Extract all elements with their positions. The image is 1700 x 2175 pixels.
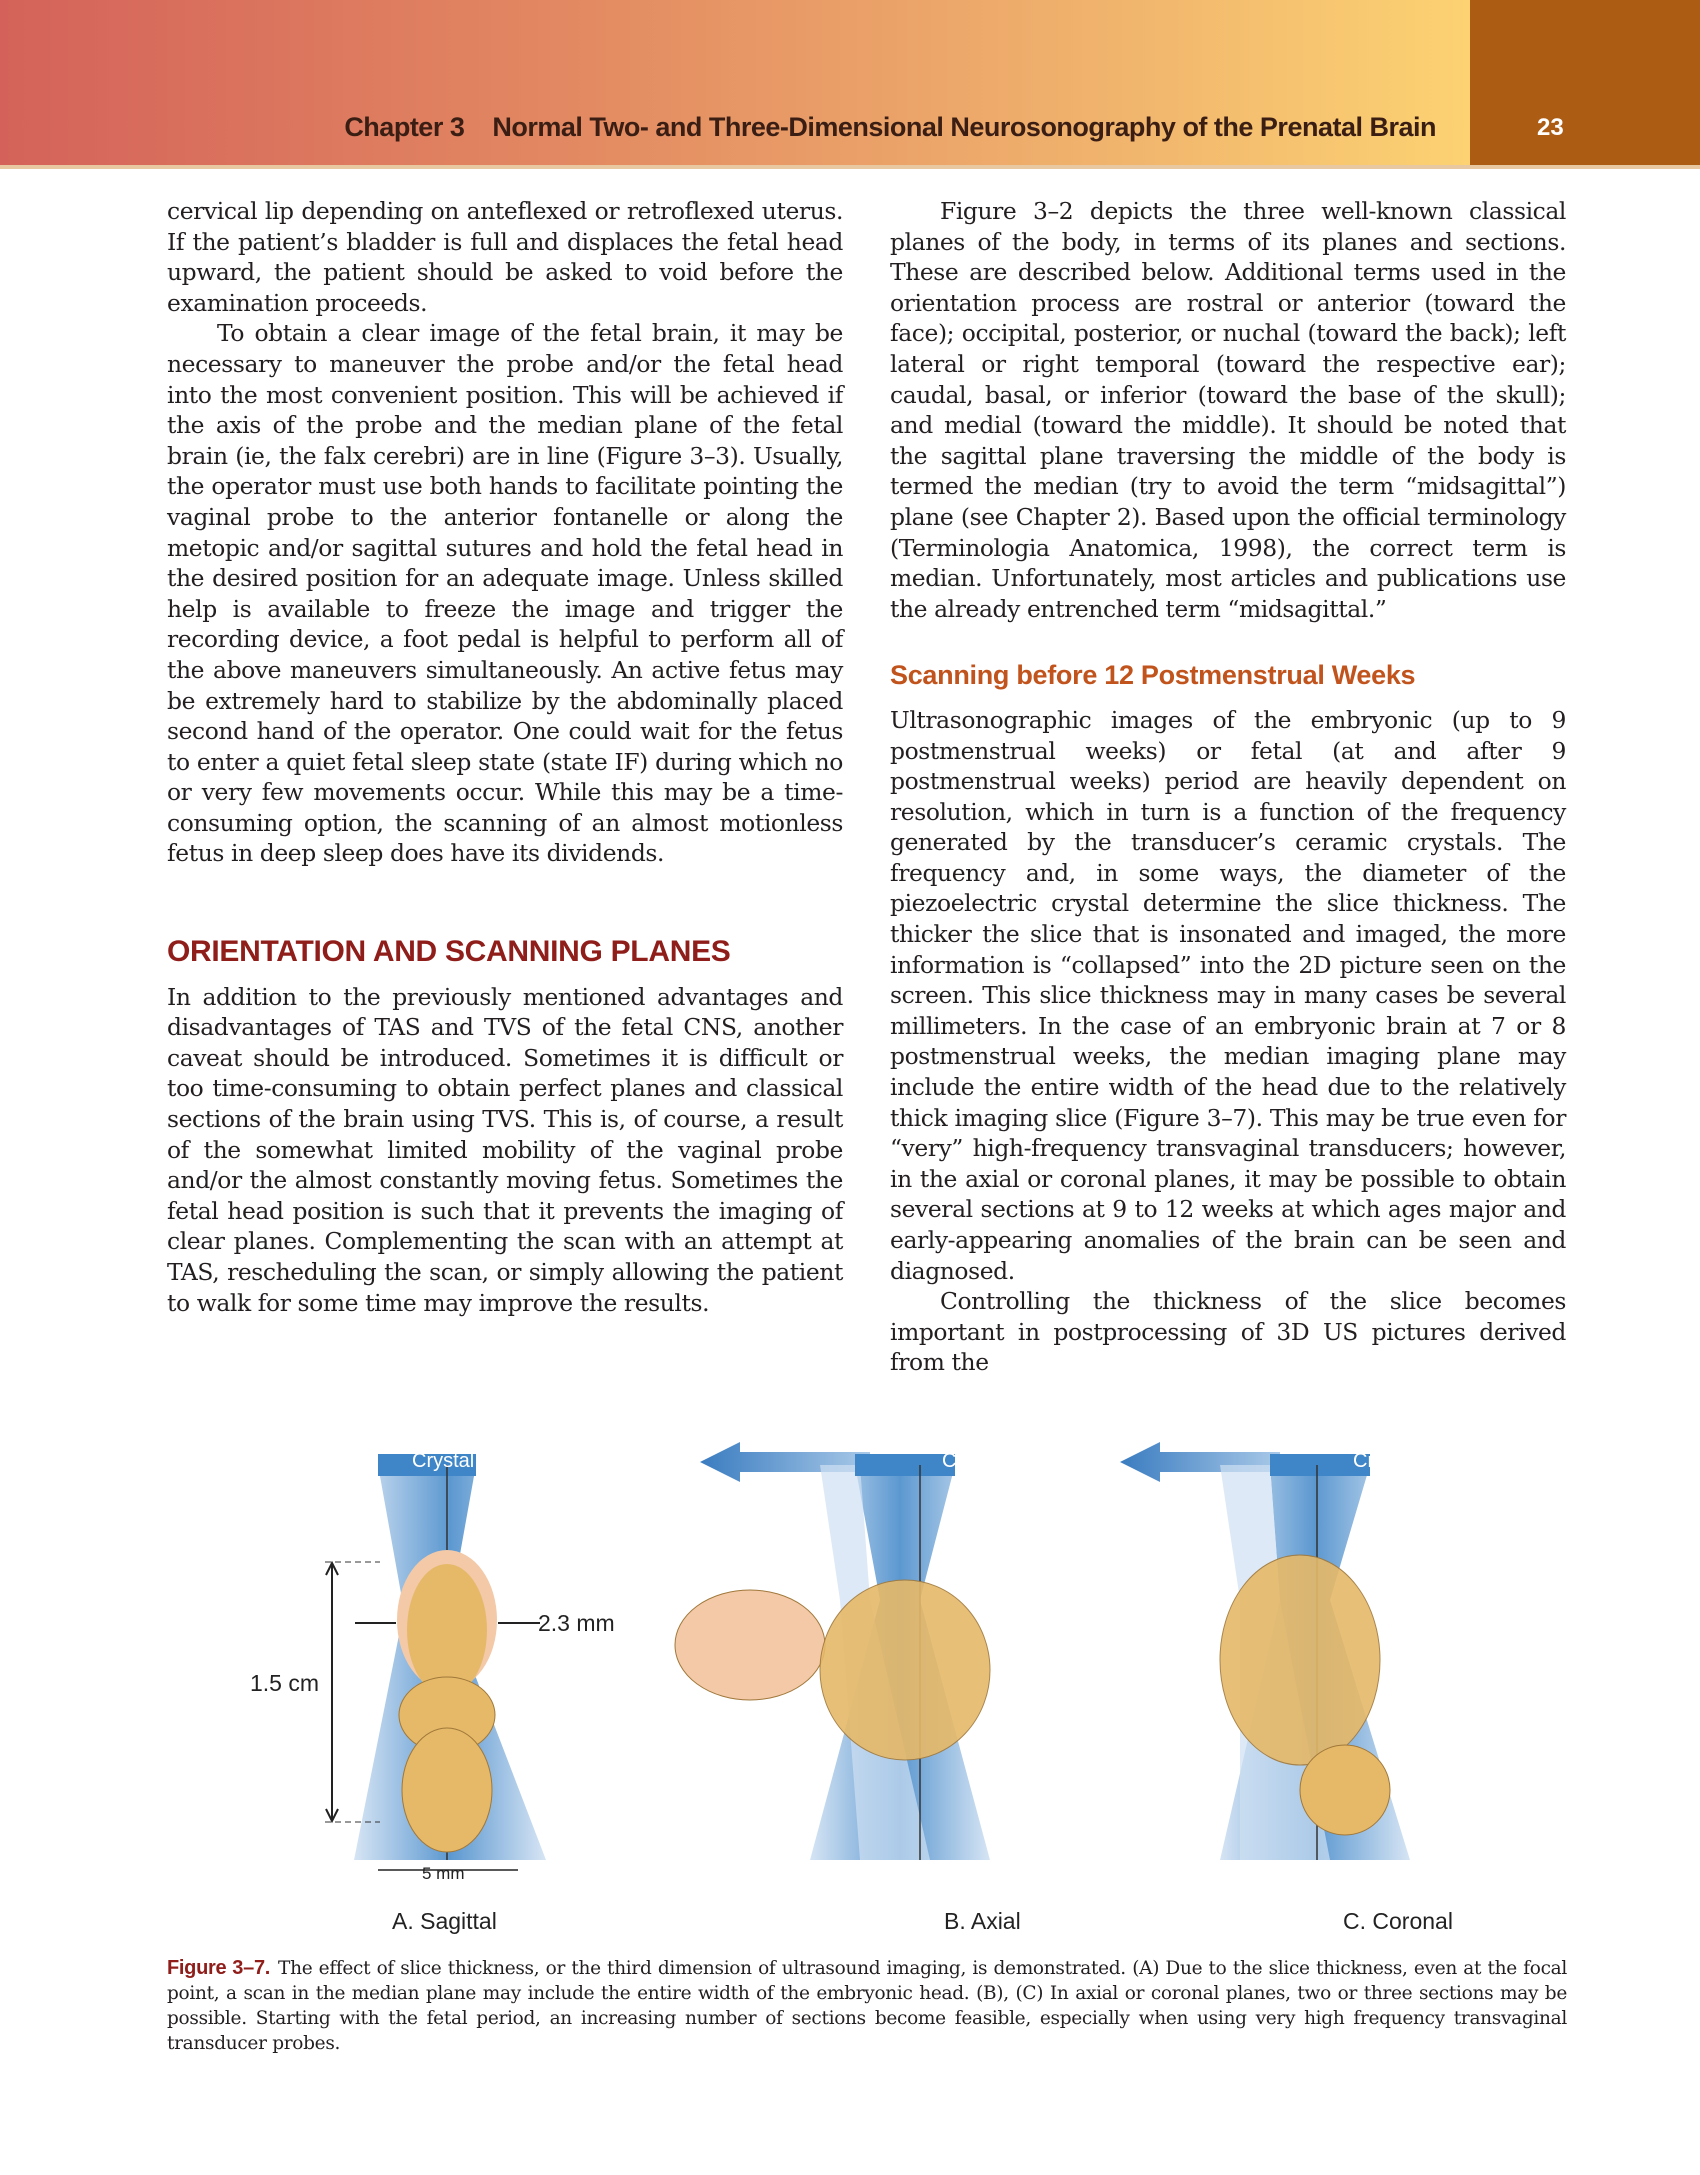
running-head: [344, 112, 1436, 143]
chapter-title: Normal Two- and Three-Dimensional Neurosonography of the Prenatal Brain: [492, 112, 1436, 142]
page-number-box: [1470, 0, 1700, 165]
section-heading: ORIENTATION AND SCANNING PLANES: [167, 935, 731, 969]
panel-b-label: B. Axial: [944, 1908, 1021, 1934]
panel-a-sagittal: [325, 1454, 546, 1870]
paragraph: In addition to the previously mentioned advantages and disadvantages of TAS and TVS of the fetal CNS, another caveat should be introduced. Sometimes it is difficult or too time-consuming to obtain perfect planes and classical sections of the brain using TVS. This is, of course, a result of the somewhat limited mobility of the vaginal probe and/or the almost constantly moving fetus. Sometimes the fetal head position is such that it prevents the imaging of clear planes. Complementing the scan with an attempt at TAS, rescheduling the scan, or simply allowing the patient to walk for some time may improve the results.: [167, 982, 843, 1317]
right-column: [890, 196, 1566, 1378]
chapter-number: Chapter 3: [344, 112, 465, 142]
paragraph: Controlling the thickness of the slice becomes important in postprocessing of 3D US pictures derived from the: [890, 1287, 1566, 1377]
left-column: [167, 196, 843, 1318]
base-dimension: 5 mm: [422, 1864, 465, 1883]
panel-c-coronal: [1120, 1442, 1410, 1860]
paragraph: To obtain a clear image of the fetal brain, it may be necessary to maneuver the probe and/or the fetal head into the most convenient position. This will be achieved if the axis of the probe and the median plane of the fetal brain (ie, the falx cerebri) are in line (Figure 3–3). Usually, the operator must use both hands to facilitate pointing the vaginal probe to the anterior fontanelle or along the metopic and/or sagittal sutures and hold the fetal head in the desired position for an adequate image. Unless skilled help is available to freeze the image and trigger the recording device, a foot pedal is helpful to perform all of the above maneuvers simultaneously. An active fetus may be extremely hard to stabilize by the abdominally placed second hand of the operator. One could wait for the fetus to enter a quiet fetal sleep state (state IF) during which no or very few movements occur. While this may be a time-consuming option, the scanning of an almost motionless fetus in deep sleep does have its dividends.: [167, 319, 843, 868]
caption-text: The effect of slice thickness, or the third dimension of ultrasound imaging, is demonstrated. (A) Due to the slice thickness, even at the focal point, a scan in the median plane may include the entire width of the embryonic head. (B), (C) In axial or coronal planes, two or three sections may be possible. Starting with the fetal period, an increasing number of sections become feasible, especially when using very high frequency transvaginal transducer probes.: [167, 1958, 1567, 2054]
height-dimension: 1.5 cm: [250, 1670, 320, 1696]
crystal-label-a: Crystal: [412, 1450, 475, 1472]
crystal-label-b: Crystal: [942, 1450, 1005, 1472]
width-dimension: 2.3 mm: [538, 1610, 615, 1636]
paragraph: cervical lip depending on anteflexed or retroflexed uterus. If the patient’s bladder is full and displaces the fetal head upward, the patient should be asked to void before the examination proceeds.: [167, 197, 843, 317]
panel-a-label: A. Sagittal: [392, 1908, 497, 1934]
figure-3-7: [160, 1370, 1580, 1940]
crystal-label-c: Crystal: [1353, 1450, 1416, 1472]
panel-c-label: C. Coronal: [1343, 1908, 1453, 1934]
caption-label: Figure 3–7.: [167, 1957, 271, 1979]
subsection-heading: Scanning before 12 Postmenstrual Weeks: [890, 660, 1416, 691]
paragraph: Ultrasonographic images of the embryonic (up to 9 postmenstrual weeks) or fetal (at and after 9 postmenstrual weeks) period are heavily dependent on resolution, which in turn is a function of the frequency generated by the transducer’s ceramic crystals. The frequency and, in some ways, the diameter of the piezoelectric crystal determine the slice thickness. The thicker the slice that is insonated and imaged, the more information is “collapsed” into the 2D picture seen on the screen. This slice thickness may in many cases be several millimeters. In the case of an embryonic brain at 7 or 8 postmenstrual weeks, the median imaging plane may include the entire width of the head due to the relatively thick imaging slice (Figure 3–7). This may be true even for “very” high-frequency transvaginal transducers; however, in the axial or coronal planes, it may be possible to obtain several sections at 9 to 12 weeks at which ages major and early-appearing anomalies of the brain can be seen and diagnosed.: [890, 705, 1566, 1285]
page-number: 23: [1537, 114, 1564, 141]
header-divider: [0, 165, 1700, 169]
panel-b-axial: [675, 1442, 990, 1860]
figure-caption: [167, 1956, 1567, 2056]
paragraph: Figure 3–2 depicts the three well-known classical planes of the body, in terms of its planes and sections. These are described below. Additional terms used in the orientation process are rostral or anterior (toward the face); occipital, posterior, or nuchal (toward the back); left lateral or right temporal (toward the respective ear); caudal, basal, or inferior (toward the base of the skull); and medial (toward the middle). It should be noted that the sagittal plane traversing the middle of the body is termed the median (try to avoid the term “midsagittal”) plane (see Chapter 2). Based upon the official terminology (Terminologia Anatomica, 1998), the correct term is median. Unfortunately, most articles and publications use the already entrenched term “midsagittal.”: [890, 197, 1566, 623]
